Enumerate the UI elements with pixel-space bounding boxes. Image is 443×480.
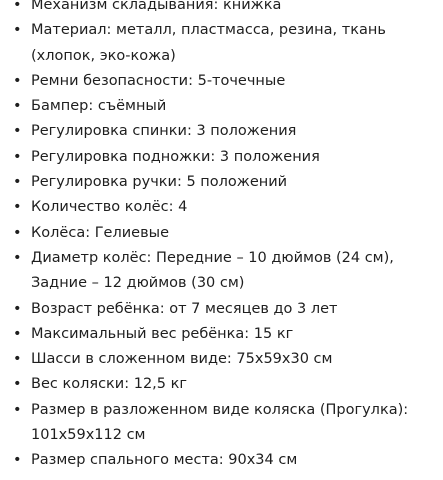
spec-text: Возраст ребёнка: от 7 месяцев до 3 лет	[31, 300, 338, 317]
list-item	[0, 372, 443, 397]
bullet-icon: •	[13, 174, 22, 191]
list-item	[0, 221, 443, 246]
list-item	[0, 69, 443, 94]
bullet-icon: •	[13, 351, 22, 368]
spec-text: Максимальный вес ребёнка: 15 кг	[31, 325, 294, 342]
list-item	[0, 448, 443, 473]
list-item	[0, 170, 443, 195]
list-item	[0, 347, 443, 372]
spec-text: Регулировка спинки: 3 положения	[31, 123, 297, 140]
bullet-icon: •	[13, 376, 22, 393]
list-item	[0, 119, 443, 144]
bullet-icon: •	[13, 325, 22, 342]
bullet-icon: •	[13, 199, 22, 216]
spec-text: Колёса: Гелиевые	[31, 224, 169, 241]
bullet-icon: •	[13, 123, 22, 140]
bullet-icon: •	[13, 22, 22, 39]
bullet-icon: •	[13, 98, 22, 115]
list-item	[0, 195, 443, 220]
bullet-icon: •	[13, 452, 22, 469]
bullet-icon: •	[13, 401, 22, 418]
list-item	[0, 246, 443, 297]
list-item	[0, 18, 443, 69]
spec-text: Количество колёс: 4	[31, 199, 188, 216]
spec-text: Вес коляски: 12,5 кг	[31, 376, 187, 393]
bullet-icon: •	[13, 0, 22, 13]
spec-text: Регулировка подножки: 3 положения	[31, 148, 320, 165]
spec-text: Ремни безопасности: 5-точечные	[31, 72, 286, 89]
bullet-icon: •	[13, 72, 22, 89]
list-item	[0, 0, 443, 18]
spec-text: Материал: металл, пластмасса, резина, ткань (хлопок, эко-кожа)	[31, 22, 386, 64]
bullet-icon: •	[13, 148, 22, 165]
spec-text: Регулировка ручки: 5 положений	[31, 174, 288, 191]
list-item	[0, 322, 443, 347]
bullet-icon: •	[13, 249, 22, 266]
list-item	[0, 145, 443, 170]
list-item	[0, 94, 443, 119]
list-item	[0, 398, 443, 449]
spec-text: Шасси в сложенном виде: 75х59х30 см	[31, 351, 333, 368]
bullet-icon: •	[13, 300, 22, 317]
bullet-icon: •	[13, 224, 22, 241]
spec-text: Размер в разложенном виде коляска (Прогулка): 101х59х112 см	[31, 401, 409, 444]
spec-text: Диаметр колёс: Передние – 10 дюймов (24 см), Задние – 12 дюймов (30 см)	[31, 249, 394, 292]
spec-text: Размер спального места: 90х34 см	[31, 452, 298, 469]
spec-text: Бампер: съёмный	[31, 98, 167, 115]
spec-text: Механизм складывания: книжка	[31, 0, 282, 13]
list-item	[0, 297, 443, 322]
